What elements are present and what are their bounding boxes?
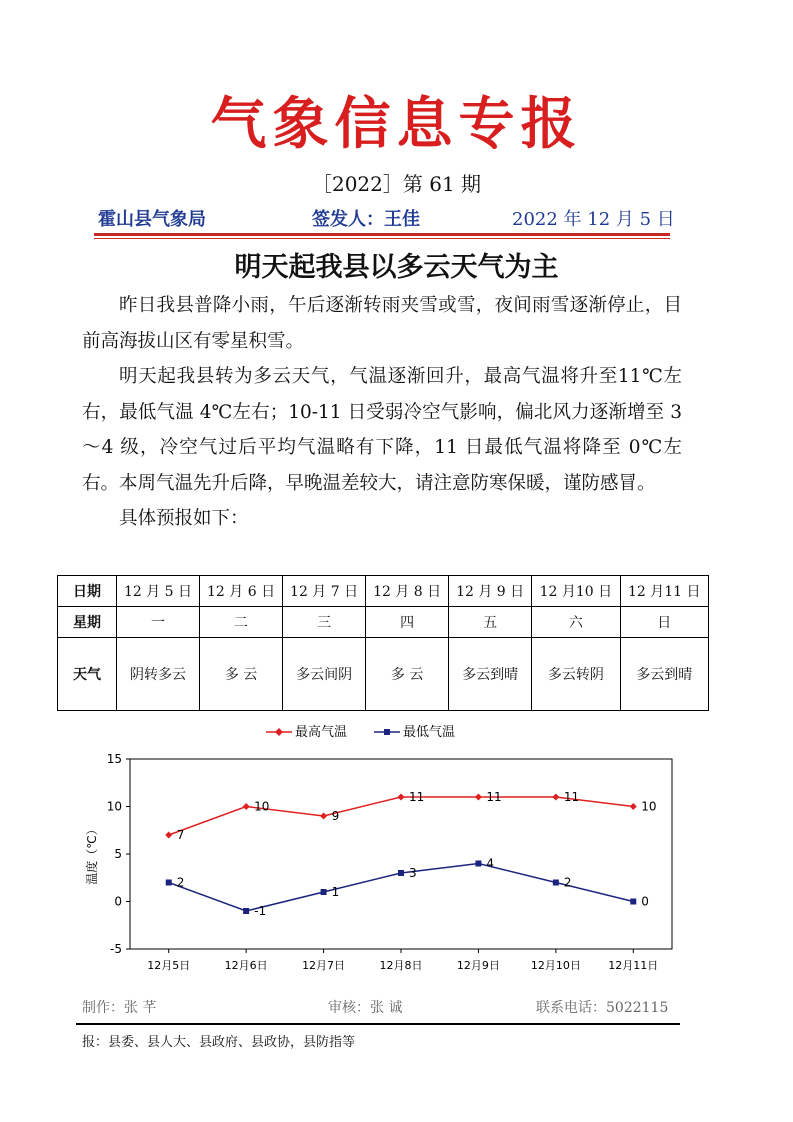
footer-divider: [76, 1023, 680, 1025]
temperature-chart: [60, 745, 680, 985]
cell-weather: 多云到晴: [449, 638, 532, 711]
y-axis-label: 温度（℃）: [85, 823, 99, 885]
cell-weather: 多云转阴: [532, 638, 620, 711]
table-row-weather: [58, 638, 709, 711]
data-label: 10: [641, 799, 657, 814]
cell-weekday: 六: [532, 607, 620, 638]
issue-date: 2022 年 12 月 5 日: [512, 209, 675, 230]
data-label: 0: [641, 894, 649, 909]
paragraph-1: 昨日我县普降小雨，午后逐渐转雨夹雪或雪，夜间雨雪逐渐停止，目前高海拔山区有零星积雪。: [82, 295, 682, 352]
data-point-max: [243, 803, 250, 810]
headline: 明天起我县以多云天气为主: [234, 252, 559, 283]
signer: 签发人：王佳: [312, 209, 420, 230]
x-tick-label: 12月11日: [608, 959, 659, 972]
data-label: 2: [563, 875, 572, 890]
cell-date: 12 月10 日: [532, 576, 620, 607]
cell-date: 12 月 9 日: [449, 576, 532, 607]
x-tick-label: 12月9日: [456, 959, 500, 972]
maker: 制作：张 芊: [82, 1000, 157, 1016]
data-label: 7: [176, 828, 185, 842]
cell-weather: 阴转多云: [117, 638, 200, 711]
contact-phone: 联系电话：5022115: [536, 1000, 669, 1016]
data-label: 11: [409, 790, 425, 804]
x-tick-label: 12月7日: [302, 959, 346, 972]
cell-weekday: 四: [366, 607, 449, 638]
data-label: 3: [409, 866, 417, 880]
cell-weather: 多云到晴: [620, 638, 708, 711]
body-text: [82, 288, 682, 537]
data-point-min: [166, 880, 172, 886]
cell-date: 12 月 8 日: [366, 576, 449, 607]
data-label: 9: [331, 809, 340, 823]
issue-number: ［2022］第 61 期: [311, 172, 482, 196]
chart-legend: [262, 722, 502, 742]
table-row-dates: [58, 576, 709, 607]
distribution-list: 报：县委、县人大、县政府、县政协，县防指等: [82, 1035, 356, 1050]
cell-date: 12 月11 日: [620, 576, 708, 607]
header-divider: [94, 233, 670, 236]
cell-weather: 多 云: [200, 638, 283, 711]
paragraph-2: 明天起我县转为多云天气，气温逐渐回升，最高气温将升至11℃左右，最低气温 4℃左右；10-11 日受弱冷空气影响，偏北风力逐渐增至 3～4 级，冷空气过后平均气温略有下降，11 日最低气温将降至 0℃左右。本周气温先升后降，早晚温差较大，请注意防寒保暖，谨防感冒。: [82, 366, 682, 494]
data-point-min: [553, 880, 559, 886]
y-tick-label: 5: [114, 847, 122, 861]
data-label: 11: [563, 790, 580, 804]
plot-area-frame: [130, 759, 672, 949]
data-point-min: [243, 908, 249, 914]
legend-marker-min: [384, 729, 390, 735]
data-point-min: [321, 889, 327, 895]
y-tick-label: 10: [106, 799, 122, 814]
data-point-min: [398, 870, 404, 876]
data-label: 4: [486, 856, 495, 871]
cell-weekday: 日: [620, 607, 708, 638]
x-tick-label: 12月10日: [530, 959, 581, 972]
row-header-date: 日期: [58, 576, 117, 607]
cell-weather: 多 云: [366, 638, 449, 711]
header-divider-thin: [94, 238, 670, 239]
legend-label-max: 最高气温: [295, 725, 348, 740]
data-point-max: [398, 794, 405, 801]
cell-date: 12 月 7 日: [283, 576, 366, 607]
data-point-max: [320, 813, 327, 820]
x-tick-label: 12月5日: [147, 959, 191, 972]
cell-weather: 多云间阴: [283, 638, 366, 711]
forecast-table: [57, 575, 709, 711]
data-point-min: [630, 899, 636, 905]
data-point-max: [630, 803, 637, 810]
table-row-weekdays: [58, 607, 709, 638]
data-label: -1: [254, 904, 267, 918]
x-tick-label: 12月6日: [224, 959, 268, 972]
cell-weekday: 一: [117, 607, 200, 638]
data-label: 1: [331, 885, 340, 899]
data-label: 10: [254, 799, 270, 814]
data-label: 11: [486, 790, 502, 804]
cell-weekday: 二: [200, 607, 283, 638]
cell-weekday: 五: [449, 607, 532, 638]
legend-marker-max: [275, 728, 283, 736]
legend-label-min: 最低气温: [403, 725, 456, 740]
cell-weekday: 三: [283, 607, 366, 638]
data-point-min: [475, 861, 481, 867]
paragraph-3: 具体预报如下：: [119, 508, 249, 529]
cell-date: 12 月 6 日: [200, 576, 283, 607]
cell-date: 12 月 5 日: [117, 576, 200, 607]
x-tick-label: 12月8日: [379, 959, 423, 972]
row-header-weekday: 星期: [58, 607, 117, 638]
data-label: 2: [176, 875, 185, 890]
data-point-max: [475, 794, 482, 801]
masthead-title: 气象信息专报: [210, 91, 583, 157]
row-header-weather: 天气: [58, 638, 117, 711]
y-tick-label: 0: [114, 894, 122, 909]
data-point-max: [165, 832, 172, 839]
issuing-org: 霍山县气象局: [98, 209, 206, 230]
data-point-max: [552, 794, 559, 801]
reviewer: 审核：张 诚: [328, 1000, 403, 1016]
y-tick-label: 15: [106, 752, 122, 766]
y-tick-label: -5: [110, 942, 122, 956]
